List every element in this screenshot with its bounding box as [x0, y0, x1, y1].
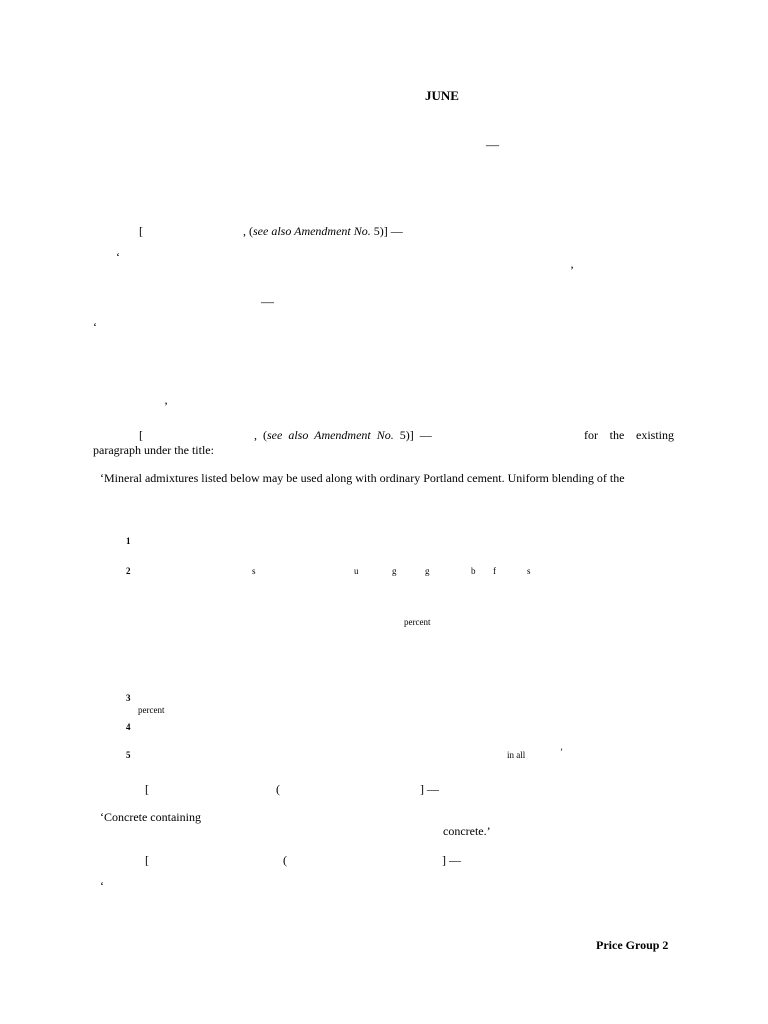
item1-bracket: [ — [139, 224, 143, 238]
list2-fragment-s2: s — [527, 566, 531, 576]
list5-in-all: in all — [507, 750, 526, 760]
item4-bracket-close: ] — — [442, 853, 461, 867]
list-number-2: 2 — [126, 566, 131, 576]
item3-paren-open: ( — [276, 782, 280, 796]
item2-right-text: for the existing — [584, 428, 674, 442]
list-number-4: 4 — [126, 722, 131, 732]
list2-fragment-g1: g — [392, 566, 397, 576]
month-heading: JUNE — [425, 88, 459, 103]
item2-para-line2: paragraph under the title: — [93, 443, 214, 457]
list2-fragment-g2: g — [425, 566, 430, 576]
item1-see-also: , (see also Amendment No. 5)] — — [243, 224, 403, 238]
item3-bracket-open: [ — [145, 782, 149, 796]
list2-fragment-f: f — [493, 566, 496, 576]
list2-percent: percent — [404, 617, 431, 627]
item3-line1: ‘Concrete containing — [100, 810, 201, 824]
dash-line-quote-close: ’ — [164, 399, 168, 413]
item1-quote-open: ‘ — [116, 250, 120, 264]
dash-line-quote-open: ‘ — [93, 320, 97, 334]
list5-quote-close: ’ — [560, 747, 563, 757]
list-number-5: 5 — [126, 750, 131, 760]
item4-bracket-open: [ — [145, 853, 149, 867]
list-number-1: 1 — [126, 536, 131, 546]
list2-fragment-b: b — [471, 566, 476, 576]
item4-quote-open: ‘ — [100, 879, 104, 893]
item2-bracket: [ — [139, 428, 143, 442]
item2-see-also: , (see also Amendment No. 5)] — — [254, 428, 432, 442]
dash-line-dash: — — [261, 294, 274, 309]
item4-paren-open: ( — [283, 853, 287, 867]
item3-bracket-close: ] — — [420, 782, 439, 796]
list-number-3: 3 — [126, 693, 131, 703]
header-dash: — — [486, 137, 499, 152]
item3-line2: concrete.’ — [443, 824, 491, 838]
item1-quote-close: ’ — [570, 263, 574, 277]
list3-percent: percent — [138, 705, 165, 715]
price-group: Price Group 2 — [596, 938, 669, 952]
item2-quote-line: ‘Mineral admixtures listed below may be used along with ordinary Portland cement. Uniform blending of the — [100, 471, 625, 485]
list2-fragment-s: s — [252, 566, 256, 576]
list2-fragment-u: u — [354, 566, 359, 576]
